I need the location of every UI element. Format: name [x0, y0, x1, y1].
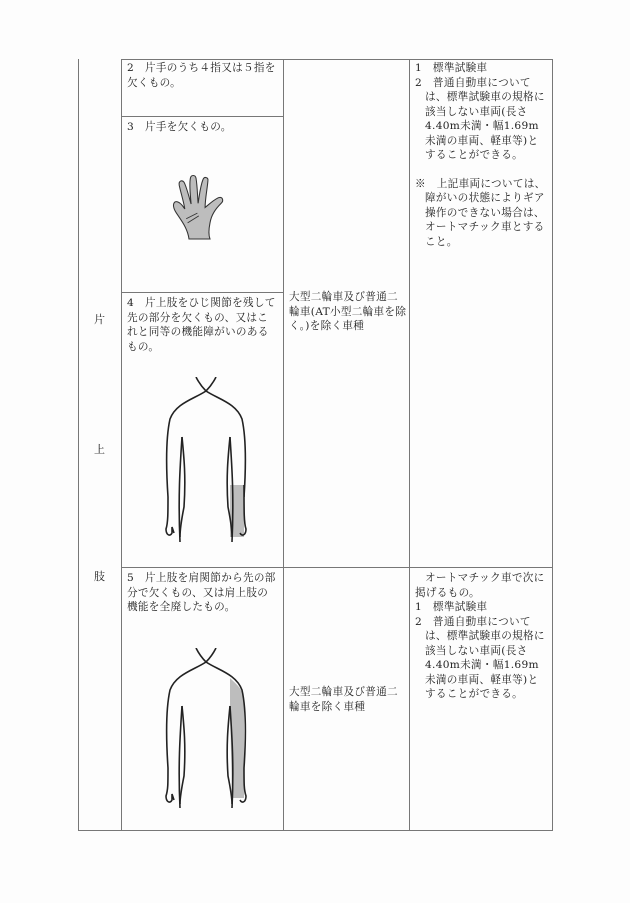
row-divider-3-4 [121, 292, 283, 293]
condition-text-5: 5 片上肢を肩関節から先の部分で欠くもの、又は肩上肢の機能を全廃したもの。 [127, 572, 276, 613]
condition-text-3: 3 片手を欠くもの。 [127, 121, 232, 133]
condition-note: ※ 上記車両については、障がいの状態によりギア操作のできない場合は、オートマチック車とすること。 [415, 177, 546, 248]
category-char-3: 肢 [94, 570, 105, 583]
condition-lead: オートマチック車で次に掲げるもの。 [415, 572, 545, 599]
condition-cell-5 [127, 571, 279, 615]
hand-illustration-icon [168, 160, 238, 255]
vehicle-conditions-cell-2 [415, 571, 549, 702]
forearm-missing-illustration-icon [164, 377, 248, 543]
table-right-border [552, 59, 553, 831]
vehicle-type-cell-1 [289, 290, 407, 334]
row-divider-2-3 [121, 116, 283, 117]
vehicle-conditions-cell-1 [415, 61, 549, 249]
full-arm-missing-illustration-icon [164, 648, 248, 808]
condition-item-2b: 2 普通自動車については、標準試験車の規格に該当しない車両(長さ4.40m未満・幅1.69m未満の車両、軽車等)とすることができる。 [415, 615, 545, 700]
vehicle-type-text-2: 大型二輪車及び普通二輪車を除く車種 [289, 686, 398, 713]
condition-cell-3 [127, 120, 279, 135]
vehicle-type-cell-2 [289, 685, 407, 714]
vehicle-type-text-1: 大型二輪車及び普通二輪車(AT小型二輪車を除く。)を除く車種 [289, 291, 407, 332]
col-divider-1 [121, 59, 122, 831]
table-top-border [121, 59, 553, 60]
col-divider-3 [409, 59, 410, 831]
condition-item-1: 1 標準試験車 [415, 62, 488, 74]
condition-item-1b: 1 標準試験車 [415, 601, 488, 613]
condition-cell-4 [127, 296, 279, 354]
category-char-2: 上 [94, 443, 105, 456]
condition-cell-2 [127, 61, 279, 90]
category-char-1: 片 [94, 313, 105, 326]
condition-text-4: 4 片上肢をひじ関節を残して先の部分を欠くもの、又はこれと同等の機能障がいのあるもの。 [127, 297, 276, 353]
table-bottom-border [78, 830, 553, 831]
row-divider-group [121, 567, 553, 568]
col-divider-2 [283, 59, 284, 831]
condition-text-2: 2 片手のうち４指又は５指を欠くもの。 [127, 62, 276, 89]
condition-item-2: 2 普通自動車については、標準試験車の規格に該当しない車両(長さ4.40m未満・幅1.69m未満の車両、軽車等)とすることができる。 [415, 76, 545, 161]
